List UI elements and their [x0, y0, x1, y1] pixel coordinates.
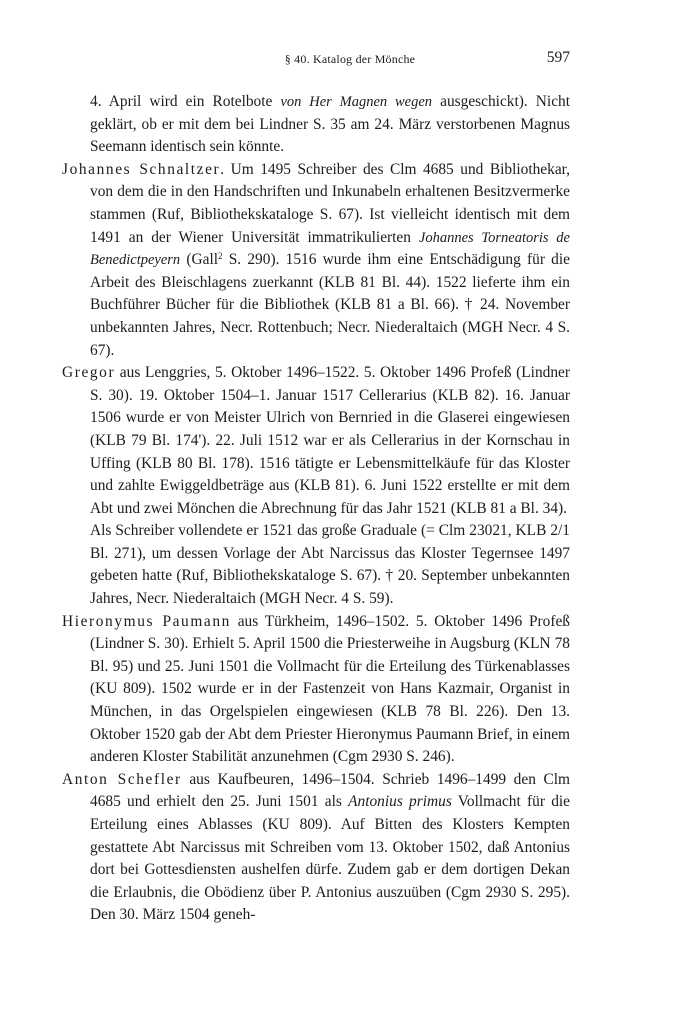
- entry-text: Vollmacht für die Erteilung eines Ablasses (KU 809). Auf Bitten des Klosters Kempten gestattete Abt Narcissus mit Schreiben vom 13. Oktober 1502, daß Antonius dort bei Gottesdiensten aushelfen dürfe. Zudem gab er dem dortigen Dekan die Erlaubnis, die Obödienz über P. Antonius auszuüben (Cgm 2930 S. 295). Den 30. März 1504 geneh-: [90, 793, 570, 924]
- entry-name: Gregor: [62, 364, 116, 382]
- section-title: § 40. Katalog der Mönche: [284, 52, 416, 66]
- entry-text: 4. April wird ein Rotelbote: [90, 93, 281, 110]
- entry-name: Johannes Schnaltzer: [62, 160, 221, 178]
- entry-text: . Um 1495 Schreiber des Clm 4685 und Bibliothekar, von dem die in den Handschriften und Inkunabeln erhaltenen Besitzvermerke stammen (Ruf, Bibliothekskataloge S. 67). Ist vielleicht identisch mit dem 1491 an der Wiener Universität immatrikulierten: [90, 160, 571, 246]
- entry-gregor-continuation: [62, 520, 570, 610]
- entry-name: Hieronymus Paumann: [62, 612, 231, 630]
- entry-text: ausgeschickt). Nicht geklärt, ob er mit dem bei Lindner S. 35 am 24. März verstorbenen Magnus Seemann identisch sein könnte.: [90, 93, 571, 156]
- entry-text: Als Schreiber vollendete er 1521 das große Graduale (= Clm 23021, KLB 2/1 Bl. 271), um dessen Vorlage der Abt Narcissus das Kloster Tegernsee 1497 gebeten hatte (Ruf, Bibliothekskataloge S. 67). † 20. September unbekannten Jahres, Necr. Niederaltaich (MGH Necr. 4 S. 59).: [90, 522, 570, 608]
- entry-italic-text: Johannes Torneatoris de Benedictpeyern: [90, 229, 570, 269]
- page-number: 597: [546, 49, 570, 66]
- entry-text: (Gall: [180, 251, 219, 269]
- superscript: 2: [218, 251, 223, 262]
- entry-text: S. 290). 1516 wurde ihm eine Entschädigung für die Arbeit des Bleischlagens zuerkannt (KLB 81 Bl. 44). 1522 lieferte ihm ein Buchführer Bücher für die Bibliothek (KLB 81 a Bl. 66). † 24. November unbekannten Jahres, Necr. Rottenbuch; Necr. Niederaltaich (MGH Necr. 4 S. 67).: [90, 251, 570, 359]
- entry-johannes-schnaltzer: [62, 159, 570, 362]
- body-text: [62, 91, 570, 927]
- entry-text: aus Türkheim, 1496–1502. 5. Oktober 1496 Profeß (Lindner S. 30). Erhielt 5. April 1500 die Priesterweihe in Augsburg (KLN 78 Bl. 95) und 25. Juni 1501 die Vollmacht für die Erteilung des Türkenablasses (KU 809). 1502 wurde er in der Fastenzeit von Hans Kazmair, Organist in München, in das Orgelspielen eingewiesen (KLB 78 Bl. 226). Den 13. Oktober 1520 gab der Abt dem Priester Hieronymus Paumann Brief, in einem anderen Kloster Stabilität anzunehmen (Cgm 2930 S. 246).: [90, 612, 570, 766]
- entry-italic-text: von Her Magnen wegen: [280, 94, 433, 110]
- entry-name: Anton Schefler: [62, 770, 182, 788]
- entry-continuation: [62, 91, 570, 159]
- entry-hieronymus-paumann: [62, 611, 570, 769]
- entry-italic-text: Antonius primus: [348, 793, 452, 811]
- entry-anton-schefler: [62, 769, 570, 927]
- entry-text: aus Kaufbeuren, 1496–1504. Schrieb 1496–1499 den Clm 4685 und erhielt den 25. Juni 1501 als: [90, 770, 570, 811]
- running-head: [0, 49, 700, 74]
- entry-gregor: [62, 362, 570, 520]
- entry-text: aus Lenggries, 5. Oktober 1496–1522. 5. Oktober 1496 Profeß (Lindner S. 30). 19. Oktober 1504–1. Januar 1517 Cellerarius (KLB 82). 16. Januar 1506 wurde er von Meister Ulrich von Bernried in die Glaserei eingewiesen (KLB 79 Bl. 174'). 22. Juli 1512 war er als Cellerarius in der Kornschau in Uffing (KLB 80 Bl. 178). 1516 tätigte er Lebensmittelkäufe für das Kloster und zahlte Ewiggeldbeträge aus (KLB 81). 6. Juni 1522 erstellte er mit dem Abt und zwei Mönchen die Abrechnung für das Jahr 1521 (KLB 81 a Bl. 34).: [90, 364, 570, 517]
